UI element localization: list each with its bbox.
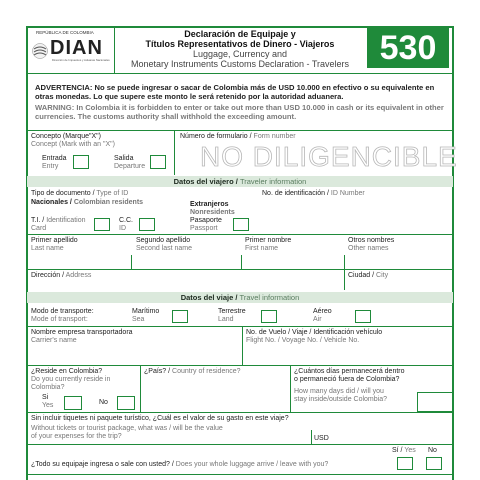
- trip-band: [27, 292, 453, 303]
- id-number-field[interactable]: [262, 199, 452, 229]
- yesno-header: [392, 447, 416, 455]
- carrier-es: Nombre empresa transportadora: [31, 329, 133, 336]
- spend-en2: of your expenses for the trip?: [31, 433, 122, 440]
- city-es: Ciudad /: [348, 272, 375, 279]
- country-en: Country of residence?: [172, 368, 241, 375]
- doc-type-label: [31, 190, 128, 198]
- yesno-header-yes: Sí /: [392, 447, 403, 454]
- entry-label-en: Entry: [42, 163, 59, 170]
- address-field[interactable]: [30, 280, 342, 290]
- days-es1: ¿Cuántos días permanecerá dentro: [294, 368, 405, 375]
- id-number-es: No. de identificación /: [262, 190, 329, 197]
- spend-es: Sin incluir tiquetes ni paquete turístico, ¿Cuál es el valor de su gasto en este viaje?: [31, 415, 289, 422]
- surname2-field[interactable]: [133, 255, 240, 269]
- reside-no-checkbox[interactable]: [117, 396, 135, 410]
- luggage-en: Does your whole luggage arrive / leave with you?: [175, 461, 329, 468]
- traveler-band-es: Datos del viajero /: [173, 177, 238, 186]
- luggage-yes-checkbox[interactable]: [397, 457, 413, 470]
- cc-en: ID: [119, 225, 126, 232]
- ti-en: Identification: [46, 217, 86, 224]
- sea-es: Marítimo: [132, 308, 160, 315]
- city-label: [348, 272, 388, 280]
- dian-logo: [30, 30, 110, 64]
- departure-label-en: Departure: [114, 163, 146, 170]
- name1-es: Primer nombre: [245, 237, 292, 244]
- days-en1: How many days did / will you: [294, 388, 384, 395]
- land-en: Land: [218, 316, 234, 323]
- spend-field[interactable]: [332, 428, 452, 443]
- luggage-es: ¿Todo su equipaje ingresa o sale con usted? /: [31, 461, 174, 468]
- reside-en2: Colombia?: [31, 384, 65, 391]
- surname1-en: Last name: [31, 245, 64, 252]
- ti-checkbox[interactable]: [94, 218, 110, 231]
- trip-band-en: Travel information: [239, 293, 300, 302]
- surname2-en: Second last name: [136, 245, 193, 252]
- id-number-en: ID Number: [330, 190, 365, 197]
- spend-en1: Without tickets or tourist package, what was / will be the value: [31, 425, 223, 432]
- yesno-header-no: No: [428, 447, 437, 454]
- entry-label-es: Entrada: [42, 155, 67, 162]
- surname2-es: Segundo apellido: [136, 237, 191, 244]
- passport-checkbox[interactable]: [233, 218, 249, 231]
- title-en-line2: Monetary Instruments Customs Declaration - Travelers: [130, 59, 350, 69]
- concept-label-es: Concepto (Marque"X"): [31, 133, 101, 140]
- country-field[interactable]: [142, 378, 288, 410]
- form-number-label: [180, 133, 296, 141]
- ti-es: T.I. /: [31, 217, 45, 224]
- yesno-header-yes-en: Yes: [404, 447, 416, 454]
- form-number: 530: [379, 29, 437, 67]
- reside-yes-checkbox[interactable]: [64, 396, 82, 410]
- transport-es: Modo de transporte:: [31, 308, 94, 315]
- surname1-es: Primer apellido: [31, 237, 78, 244]
- concept-label-en: Concept (Mark with an "X"): [31, 141, 115, 148]
- ti-label: [31, 217, 86, 225]
- doc-type-en: Type of ID: [96, 190, 129, 197]
- logo-top-text: REPÚBLICA DE COLOMBIA: [36, 30, 94, 35]
- flight-field[interactable]: [244, 346, 452, 364]
- luggage-label: [31, 461, 328, 469]
- nationals-label: [31, 199, 143, 207]
- air-checkbox[interactable]: [355, 310, 371, 323]
- carrier-en: Carrier's name: [31, 337, 77, 344]
- departure-label-es: Salida: [114, 155, 134, 162]
- foreigners-es: Extranjeros: [190, 201, 229, 208]
- days-es2: o permaneció fuera de Colombia?: [294, 376, 400, 383]
- nationals-es: Nacionales /: [31, 199, 72, 206]
- form-title: [118, 29, 362, 69]
- city-field[interactable]: [346, 280, 452, 290]
- id-number-label: [262, 190, 365, 198]
- names-field[interactable]: [346, 255, 452, 269]
- form-number-label-en: Form number: [253, 133, 296, 140]
- flag-circle-icon: [32, 43, 48, 59]
- country-label: [144, 368, 241, 376]
- air-es: Aéreo: [313, 308, 332, 315]
- title-en-line1: Luggage, Currency and: [192, 49, 288, 59]
- sea-en: Sea: [132, 316, 145, 323]
- flight-es: No. de Vuelo / Viaje / Identificación vehículo: [246, 329, 383, 336]
- cc-es: C.C.: [119, 217, 133, 224]
- luggage-no-checkbox[interactable]: [426, 457, 442, 470]
- address-label: [31, 272, 91, 280]
- address-en: Address: [65, 272, 92, 279]
- not-fillable-watermark: NO DILIGENCIBLE: [200, 141, 458, 172]
- names-en: Other names: [348, 245, 389, 252]
- passport-en: Passport: [190, 225, 218, 232]
- form-number-badge: [367, 28, 449, 68]
- country-es: ¿País? /: [144, 368, 171, 375]
- traveler-band-en: Traveler information: [239, 177, 307, 186]
- nationals-en: Colombian residents: [73, 199, 144, 206]
- carrier-field[interactable]: [30, 346, 240, 364]
- reside-no-label: No: [99, 399, 108, 406]
- surname1-field[interactable]: [30, 255, 130, 269]
- days-en2: stay inside/outside Colombia?: [294, 396, 387, 403]
- trip-band-es: Datos del viaje /: [180, 293, 238, 302]
- land-checkbox[interactable]: [261, 310, 277, 323]
- days-field[interactable]: [417, 392, 453, 412]
- currency-label: USD: [314, 435, 329, 442]
- title-es-line2: Títulos Representativos de Dinero - Viajeros: [145, 39, 335, 49]
- name1-field[interactable]: [243, 255, 343, 269]
- warning-es: ADVERTENCIA: No se puede ingresar o sacar de Colombia más de USD 10.000 en efectivo o su equivalente en otras monedas. Lo que supere este monto le será retenido por la autoridad aduanera.: [35, 83, 435, 101]
- passport-es: Pasaporte: [190, 217, 222, 224]
- cc-checkbox[interactable]: [139, 218, 155, 231]
- reside-en1: Do you currently reside in: [31, 376, 111, 383]
- foreigners-en: Nonresidents: [190, 209, 235, 216]
- entry-checkbox[interactable]: [73, 155, 89, 169]
- name1-en: First name: [245, 245, 279, 252]
- land-es: Terrestre: [218, 308, 246, 315]
- title-es-line1: Declaración de Equipaje y: [184, 29, 296, 39]
- address-es: Dirección /: [31, 272, 65, 279]
- traveler-band: [27, 176, 453, 187]
- flight-en: Flight No. / Voyage No. / Vehicle No.: [246, 337, 360, 344]
- reside-yes-es: Si: [42, 394, 49, 401]
- air-en: Air: [313, 316, 322, 323]
- departure-checkbox[interactable]: [150, 155, 166, 169]
- names-es: Otros nombres: [348, 237, 395, 244]
- reside-yes-en: Yes: [42, 402, 54, 409]
- city-en: City: [376, 272, 389, 279]
- logo-name: DIAN: [50, 37, 103, 59]
- form-number-label-es: Número de formulario /: [180, 133, 252, 140]
- warning-en: WARNING: In Colombia it is forbidden to enter or take out more than USD 10.000 in cash or its equivalent in other currencies. The customs authority shall withhold the exceeding amount.: [35, 103, 444, 121]
- reside-es: ¿Reside en Colombia?: [31, 368, 103, 375]
- ti-en-card: Card: [31, 225, 47, 232]
- doc-type-es: Tipo de documento /: [31, 190, 95, 197]
- logo-subtitle: Dirección de Impuestos y Aduanas Nacionales: [52, 58, 110, 62]
- transport-en: Mode of transport:: [31, 316, 88, 323]
- sea-checkbox[interactable]: [172, 310, 188, 323]
